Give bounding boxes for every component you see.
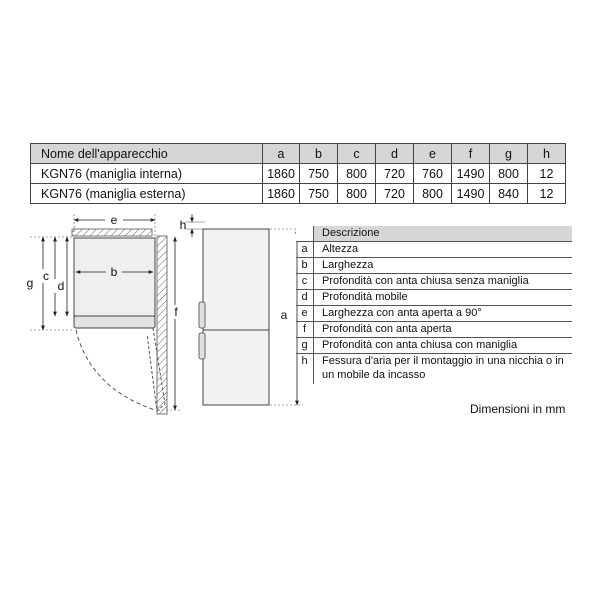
value-cell-h: 12 bbox=[528, 184, 566, 204]
list-item bbox=[296, 338, 572, 354]
dim-label-c: c bbox=[43, 269, 49, 283]
header-cell-g: g bbox=[490, 144, 528, 164]
legend-text: Profondità con anta aperta bbox=[314, 322, 573, 338]
lower-handle bbox=[199, 333, 205, 359]
legend-table bbox=[296, 226, 572, 384]
value-cell-b: 750 bbox=[300, 184, 338, 204]
legend-key: a bbox=[296, 242, 314, 258]
legend-key: g bbox=[296, 338, 314, 354]
value-cell-f: 1490 bbox=[452, 184, 490, 204]
legend-key: d bbox=[296, 290, 314, 306]
legend-key: f bbox=[296, 322, 314, 338]
door-swing-arc bbox=[76, 330, 155, 410]
legend-text: Profondità con anta chiusa con maniglia bbox=[314, 338, 573, 354]
value-cell-h: 12 bbox=[528, 164, 566, 184]
value-cell-a: 1860 bbox=[263, 184, 300, 204]
list-item bbox=[296, 258, 572, 274]
model-name-cell: KGN76 (maniglia interna) bbox=[31, 164, 263, 184]
value-cell-c: 800 bbox=[338, 184, 376, 204]
value-cell-g: 840 bbox=[490, 184, 528, 204]
list-item bbox=[296, 354, 572, 385]
side-view-drawing bbox=[199, 229, 303, 405]
header-cell-f: f bbox=[452, 144, 490, 164]
list-item bbox=[296, 306, 572, 322]
dim-label-d: d bbox=[57, 279, 65, 293]
dim-label-a: a bbox=[280, 308, 288, 322]
value-cell-d: 720 bbox=[376, 184, 414, 204]
header-cell-a: a bbox=[263, 144, 300, 164]
header-cell-c: c bbox=[338, 144, 376, 164]
list-item bbox=[296, 290, 572, 306]
list-item bbox=[296, 322, 572, 338]
units-label: Dimensioni in mm bbox=[470, 402, 566, 416]
appliance-body-side-view bbox=[203, 229, 269, 405]
dim-label-f: f bbox=[174, 305, 178, 319]
dim-label-h: h bbox=[179, 218, 187, 232]
value-cell-g: 800 bbox=[490, 164, 528, 184]
legend-header-row bbox=[296, 226, 572, 242]
legend-text: Larghezza con anta aperta a 90° bbox=[314, 306, 573, 322]
top-view-drawing bbox=[24, 213, 205, 414]
dim-label-b: b bbox=[110, 265, 118, 279]
door-closed bbox=[74, 316, 155, 328]
value-cell-b: 750 bbox=[300, 164, 338, 184]
value-cell-c: 800 bbox=[338, 164, 376, 184]
legend-text: Fessura d'aria per il montaggio in una nicchia o in un mobile da incasso bbox=[322, 355, 564, 381]
dim-label-e: e bbox=[110, 213, 118, 227]
dim-label-g: g bbox=[26, 276, 34, 290]
value-cell-e: 800 bbox=[414, 184, 452, 204]
legend-key: h bbox=[296, 354, 314, 385]
header-cell-b: b bbox=[300, 144, 338, 164]
legend-key: e bbox=[296, 306, 314, 322]
header-cell-e: e bbox=[414, 144, 452, 164]
header-cell-h: h bbox=[528, 144, 566, 164]
value-cell-a: 1860 bbox=[263, 164, 300, 184]
model-name-cell: KGN76 (maniglia esterna) bbox=[31, 184, 263, 204]
niche-top-wall bbox=[72, 229, 152, 236]
value-cell-d: 720 bbox=[376, 164, 414, 184]
legend-text: Profondità mobile bbox=[314, 290, 573, 306]
legend-text: Larghezza bbox=[314, 258, 573, 274]
niche-right-wall bbox=[157, 236, 167, 414]
legend-header-label: Descrizione bbox=[314, 226, 573, 242]
legend-text: Altezza bbox=[314, 242, 573, 258]
legend-key: c bbox=[296, 274, 314, 290]
legend-text: Profondità con anta chiusa senza maniglia bbox=[314, 274, 573, 290]
legend-key: b bbox=[296, 258, 314, 274]
legend-header-key bbox=[296, 226, 314, 242]
header-cell-name: Nome dell'apparecchio bbox=[31, 144, 263, 164]
value-cell-e: 760 bbox=[414, 164, 452, 184]
upper-handle bbox=[199, 302, 205, 328]
header-cell-d: d bbox=[376, 144, 414, 164]
value-cell-f: 1490 bbox=[452, 164, 490, 184]
list-item bbox=[296, 274, 572, 290]
list-item bbox=[296, 242, 572, 258]
